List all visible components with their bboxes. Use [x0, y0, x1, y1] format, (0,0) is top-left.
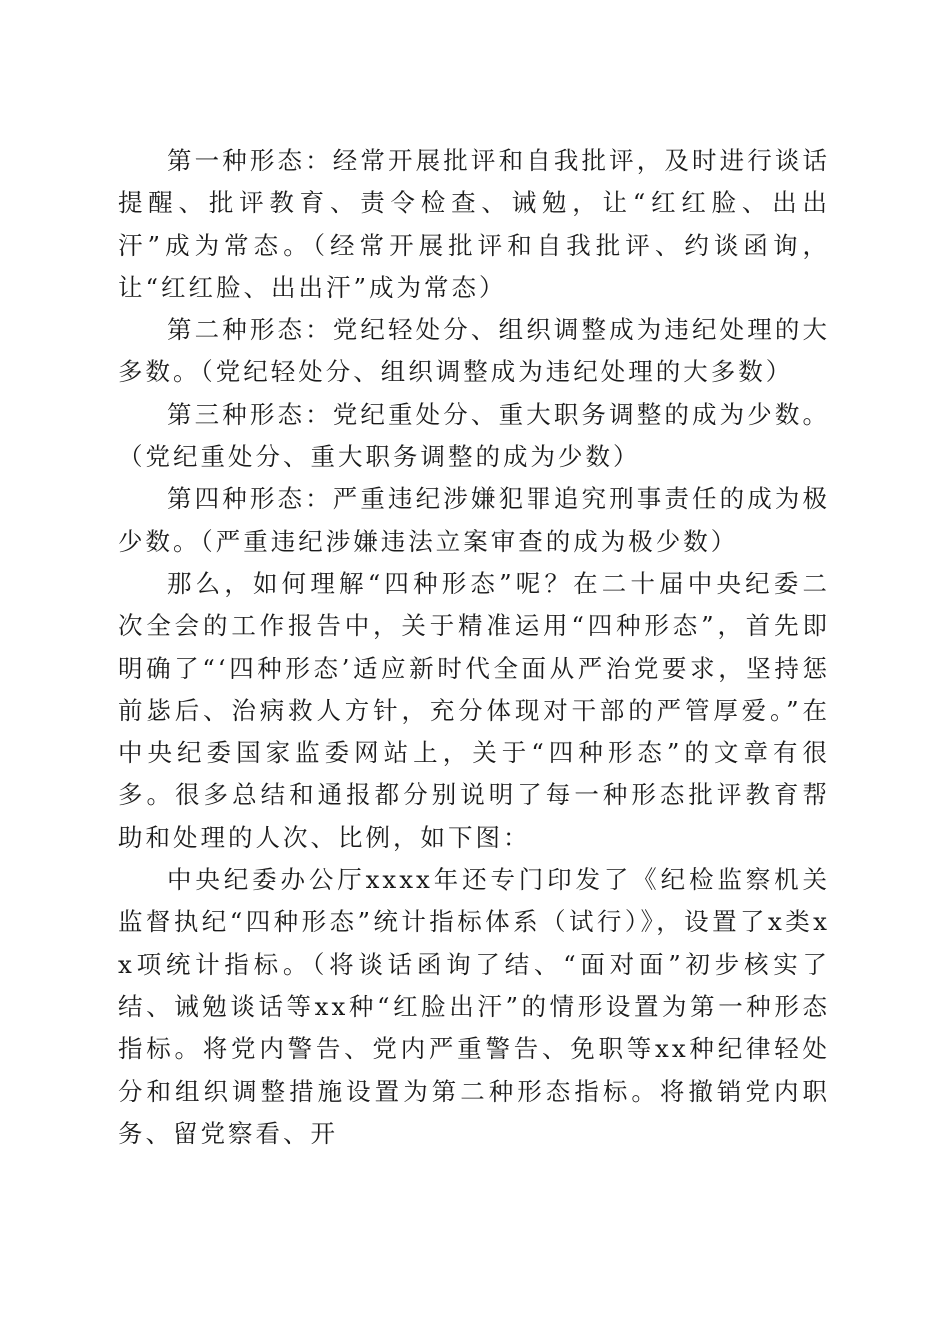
paragraph-third-form: 第三种形态：党纪重处分、重大职务调整的成为少数。（党纪重处分、重大职务调整的成为少数） — [118, 399, 830, 472]
paragraph-fourth-form: 第四种形态：严重违纪涉嫌犯罪追究刑事责任的成为极少数。（严重违纪涉嫌违法立案审查的成为极少数） — [118, 484, 830, 556]
paragraph-first-form: 第一种形态：经常开展批评和自我批评，及时进行谈话提醒、批评教育、责令检查、诫勉，让“红红脸、出出汗”成为常态。（经常开展批评和自我批评、约谈函询，让“红红脸、出出汗”成为常态） — [118, 146, 830, 302]
paragraph-second-form: 第二种形态：党纪轻处分、组织调整成为违纪处理的大多数。（党纪轻处分、组织调整成为违纪处理的大多数） — [118, 315, 830, 387]
paragraph-understanding: 那么，如何理解“四种形态”呢？在二十届中央纪委二次全会的工作报告中，关于精准运用“四种形态”，首先即明确了“‘四种形态’适应新时代全面从严治党要求，坚持惩前毖后、治病救人方针，充分体现对干部的严管厚爱。”在中央纪委国家监委网站上，关于“四种形态”的文章有很多。很多总结和通报都分别说明了每一种形态批评教育帮助和处理的人次、比例，如下图： — [118, 568, 830, 852]
paragraph-statistics: 中央纪委办公厅xxxx年还专门印发了《纪检监察机关监督执纪“四种形态”统计指标体系（试行）》，设置了x类xx项统计指标。（将谈话函询了结、“面对面”初步核实了结、诫勉谈话等xx种“红脸出汗”的情形设置为第一种形态指标。将党内警告、党内严重警告、免职等xx种纪律轻处分和组织调整措施设置为第二种形态指标。将撤销党内职务、留党察看、开 — [118, 865, 830, 1148]
body-text — [118, 140, 830, 1155]
